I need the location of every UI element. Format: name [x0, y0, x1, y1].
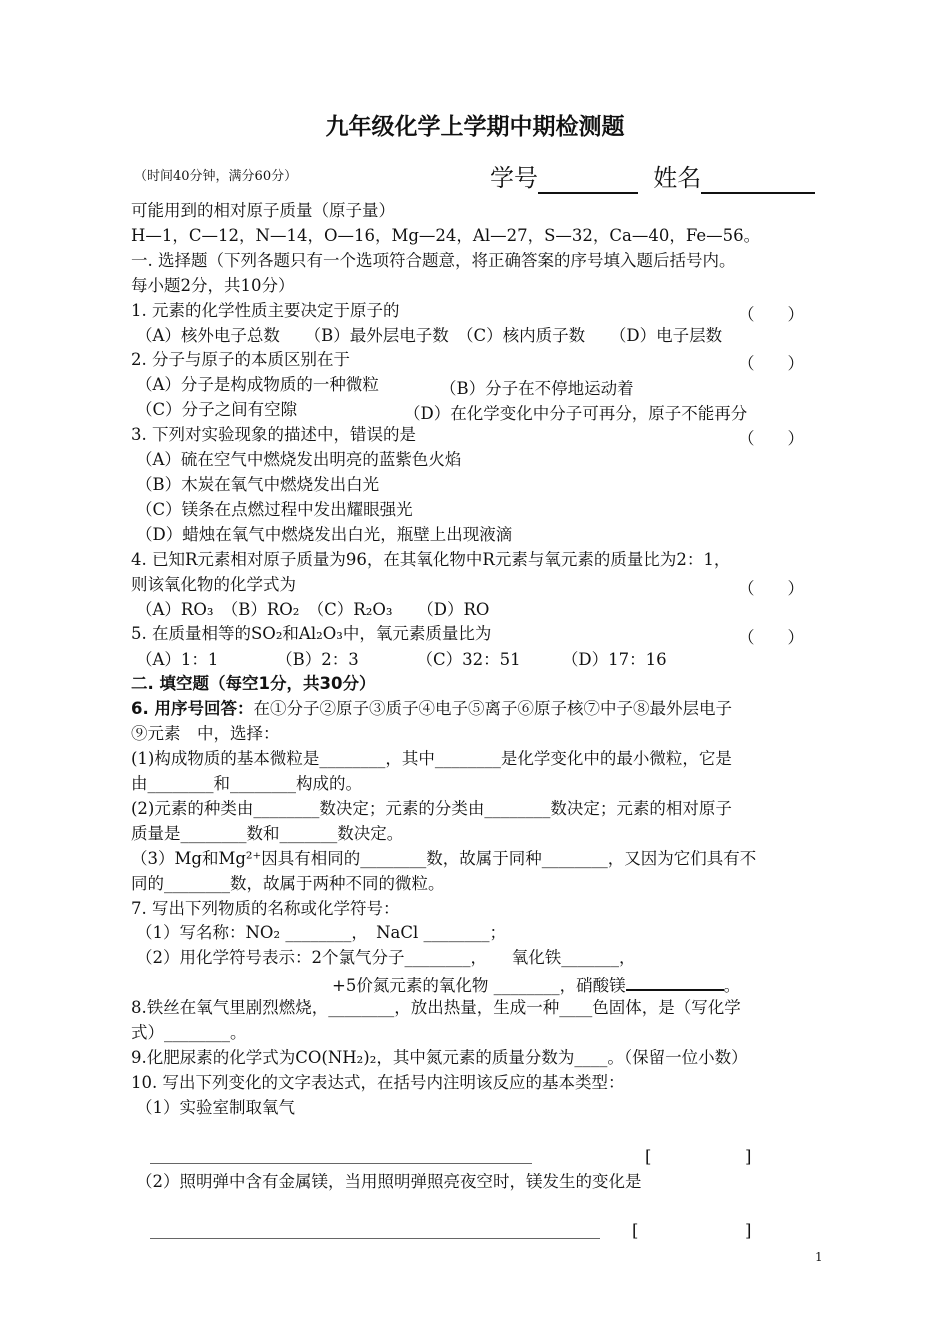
- q6-lead: 6. 用序号回答：: [131, 699, 254, 718]
- q5-answer-paren[interactable]: （ ）: [738, 628, 804, 647]
- q10-part2-answer-line[interactable]: [150, 1238, 600, 1239]
- q7-stem: 7. 写出下列物质的名称或化学符号：: [131, 899, 400, 918]
- q6-stem: [131, 699, 732, 719]
- q5-stem: 5. 在质量相等的SO₂和Al₂O₃中，氧元素质量比为: [131, 624, 492, 643]
- q9-stem: 9.化肥尿素的化学式为CO(NH₂)₂，其中氮元素的质量分数为____。（保留一位小数）: [131, 1048, 748, 1067]
- q10-part1-bracket-close: ]: [745, 1147, 752, 1166]
- q2-answer-paren[interactable]: （ ）: [738, 354, 804, 373]
- q6-stem-cont: ⑨元素 中，选择：: [131, 724, 280, 743]
- q10-stem: 10. 写出下列变化的文字表达式，在括号内注明该反应的基本类型：: [131, 1073, 625, 1092]
- q10-part1: （1）实验室制取氧气: [136, 1098, 295, 1117]
- q10-part1-bracket-open: [: [645, 1147, 652, 1166]
- q7-part3-text: +5价氮元素的氧化物 ________，硝酸镁: [332, 976, 626, 995]
- q7-part3: [332, 973, 740, 996]
- q7-part3-end: 。: [723, 976, 741, 995]
- q7-part2: （2）用化学符号表示：2个氯气分子________， 氧化铁_______，: [136, 948, 636, 967]
- q6-part2: (2)元素的种类由________数决定；元素的分类由________数决定；元素的相对原子: [131, 799, 732, 818]
- q4-stem-cont: 则该氧化物的化学式为: [131, 575, 296, 594]
- q5-options: （A）1：1 （B）2：3 （C）32：51 （D）17：16: [136, 650, 667, 669]
- atomic-mass-values: H—1，C—12，N—14，O—16，Mg—24，Al—27，S—32，Ca—40，Fe—56。: [131, 226, 761, 245]
- q10-part2: （2）照明弹中含有金属镁，当用照明弹照亮夜空时，镁发生的变化是: [136, 1172, 642, 1191]
- q6-stem-text: 在①分子②原子③质子④电子⑤离子⑥原子核⑦中子⑧最外层电子: [253, 699, 732, 718]
- q6-part3-cont: 同的________数，故属于两种不同的微粒。: [131, 874, 445, 893]
- student-name-label: 姓名: [653, 164, 702, 192]
- student-fields: [490, 158, 815, 194]
- q6-part1: (1)构成物质的基本微粒是________，其中________是化学变化中的最小微粒，它是: [131, 749, 732, 768]
- q10-part2-bracket-open: [: [632, 1221, 639, 1240]
- q3-option-d: （D）蜡烛在氧气中燃烧发出白光，瓶壁上出现液滴: [136, 525, 513, 544]
- q4-stem: 4. 已知R元素相对原子质量为96，在其氧化物中R元素与氧元素的质量比为2：1，: [131, 550, 731, 569]
- section1-heading-cont: 每小题2分，共10分）: [131, 276, 295, 295]
- q3-answer-paren[interactable]: （ ）: [738, 429, 804, 448]
- q1-options: （A）核外电子总数 （B）最外层电子数 （C）核内质子数 （D）电子层数: [136, 326, 723, 345]
- section1-heading: 一. 选择题（下列各题只有一个选项符合题意，将正确答案的序号填入题后括号内。: [131, 251, 736, 270]
- q3-stem: 3. 下列对实验现象的描述中，错误的是: [131, 425, 416, 444]
- student-name-field[interactable]: [701, 164, 815, 194]
- q4-options: （A）RO₃ （B）RO₂ （C）R₂O₃ （D）RO: [136, 600, 490, 619]
- q10-part2-bracket-close: ]: [745, 1221, 752, 1240]
- q8-stem: 8.铁丝在氧气里剧烈燃烧，________，放出热量，生成一种____色固体，是（写化学: [131, 998, 741, 1017]
- time-note: （时间40分钟，满分60分）: [134, 169, 298, 184]
- atomic-mass-heading: 可能用到的相对原子质量（原子量）: [131, 201, 395, 220]
- q3-option-c: （C）镁条在点燃过程中发出耀眼强光: [136, 500, 413, 519]
- page-number: 1: [815, 1250, 823, 1264]
- q7-part1: （1）写名称：NO₂ ________， NaCl ________；: [136, 923, 506, 942]
- page-title: 九年级化学上学期中期检测题: [325, 114, 625, 140]
- q1-answer-paren[interactable]: （ ）: [738, 305, 804, 324]
- q2-option-b: （B）分子在不停地运动着: [440, 379, 634, 398]
- student-id-field[interactable]: [538, 164, 638, 194]
- q3-option-a: （A）硫在空气中燃烧发出明亮的蓝紫色火焰: [136, 450, 462, 469]
- q2-option-d: （D）在化学变化中分子可再分，原子不能再分: [404, 404, 748, 423]
- q3-option-b: （B）木炭在氧气中燃烧发出白光: [136, 475, 380, 494]
- q4-answer-paren[interactable]: （ ）: [738, 579, 804, 598]
- section2-heading: 二. 填空题（每空1分，共30分）: [131, 674, 376, 693]
- q2-option-a: （A）分子是构成物质的一种微粒: [136, 375, 379, 394]
- student-id-label: 学号: [490, 164, 538, 192]
- q8-stem-cont: 式）________。: [131, 1023, 247, 1042]
- q7-magnesium-nitrate-field[interactable]: [626, 973, 724, 991]
- q6-part2-cont: 质量是________数和_______数决定。: [131, 824, 404, 843]
- q2-stem: 2. 分子与原子的本质区别在于: [131, 350, 350, 369]
- q6-part3: （3）Mg和Mg²⁺因具有相同的________数，故属于同种________，又因为它们具有不: [131, 849, 757, 868]
- q1-stem: 1. 元素的化学性质主要决定于原子的: [131, 301, 400, 320]
- q2-option-c: （C）分子之间有空隙: [136, 400, 298, 419]
- q10-part1-answer-line[interactable]: [150, 1163, 532, 1164]
- q6-part1-cont: 由________和________构成的。: [131, 774, 362, 793]
